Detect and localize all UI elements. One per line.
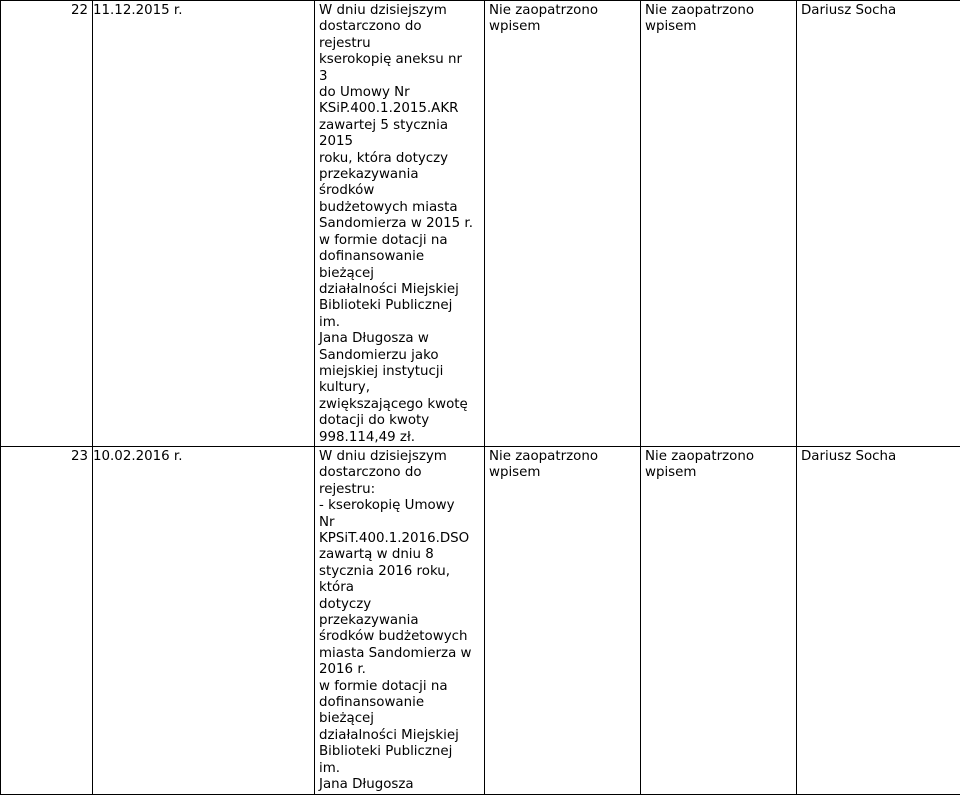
entry-signed-by: Dariusz Socha bbox=[797, 1, 960, 447]
entry-signed-by: Dariusz Socha bbox=[797, 446, 960, 794]
entry-date: 11.12.2015 r. bbox=[93, 1, 315, 447]
entry-date: 10.02.2016 r. bbox=[93, 446, 315, 794]
table-row bbox=[1, 1, 960, 447]
entry-description: W dniu dzisiejszym dostarczono do rejestru: - kserokopię Umowy Nr KPSiT.400.1.2016.DSO zawartą w dniu 8 stycznia 2016 roku, która dotyczy przekazywania środków budżetowych miasta Sandomierza w 2016 r. w formie dotacji na dofinansowanie bieżącej działalności Miejskiej Biblioteki Publicznej im. Jana Długosza bbox=[315, 446, 485, 794]
entry-status-a: Nie zaopatrzono wpisem bbox=[485, 1, 641, 447]
entry-status-b: Nie zaopatrzono wpisem bbox=[641, 1, 797, 447]
entry-status-a: Nie zaopatrzono wpisem bbox=[485, 446, 641, 794]
entry-number: 22 bbox=[1, 1, 93, 447]
entry-number: 23 bbox=[1, 446, 93, 794]
entry-description: W dniu dzisiejszym dostarczono do rejestru kserokopię aneksu nr 3 do Umowy Nr KSiP.400.1.2015.AKR zawartej 5 stycznia 2015 roku, która dotyczy przekazywania środków budżetowych miasta Sandomierza w 2015 r. w formie dotacji na dofinansowanie bieżącej działalności Miejskiej Biblioteki Publicznej im. Jana Długosza w Sandomierzu jako miejskiej instytucji kultury, zwiększającego kwotę dotacji do kwoty 998.114,49 zł. bbox=[315, 1, 485, 447]
entry-status-b: Nie zaopatrzono wpisem bbox=[641, 446, 797, 794]
table-row bbox=[1, 446, 960, 794]
